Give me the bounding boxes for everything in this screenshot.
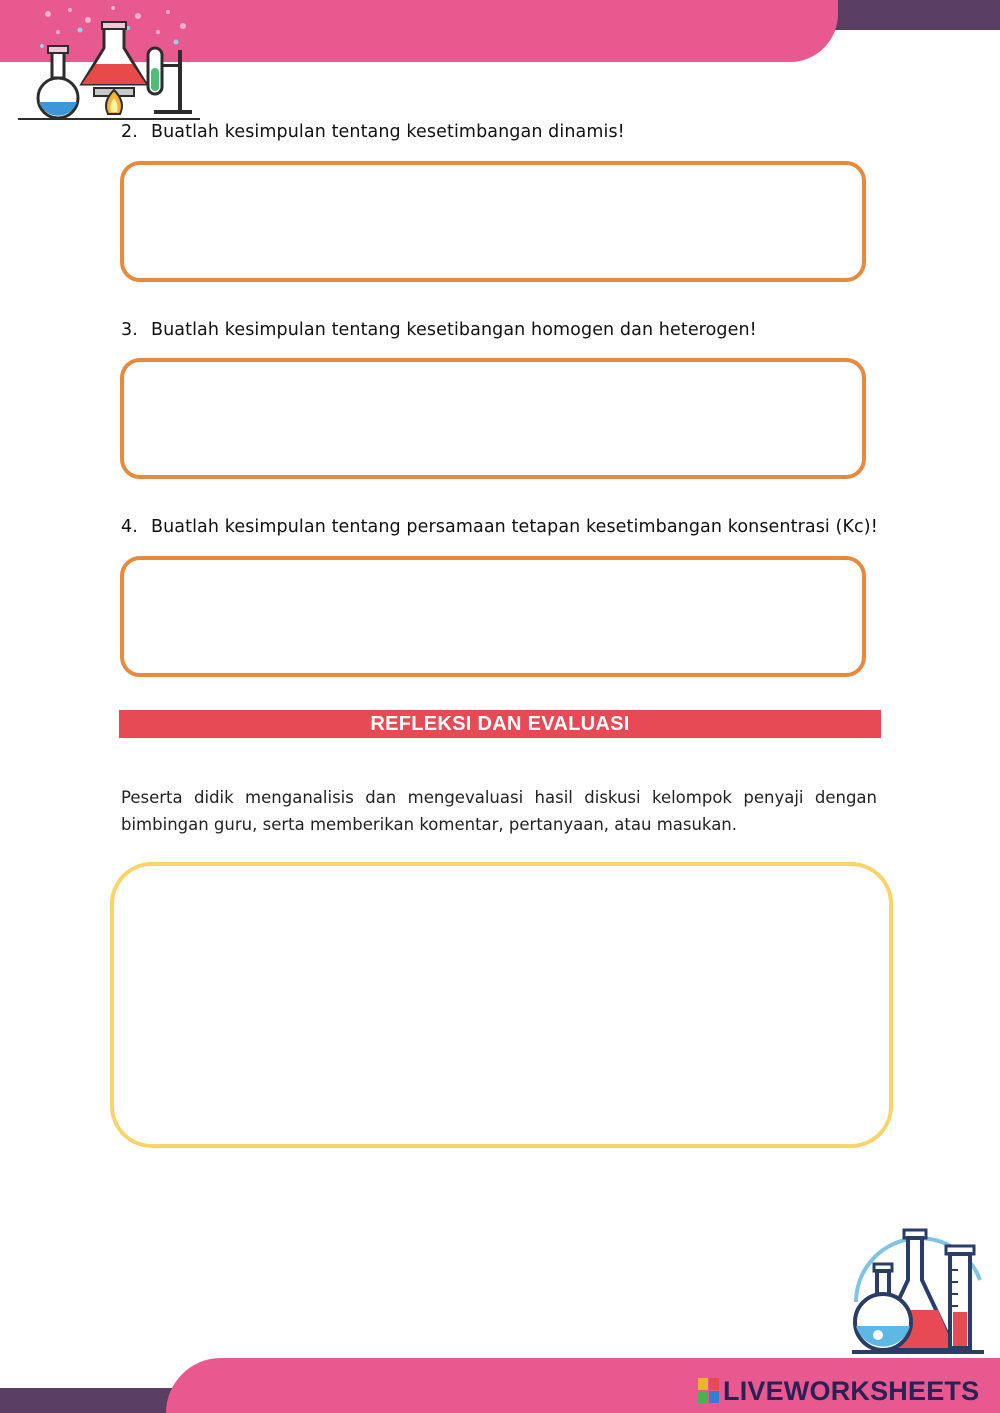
answer-box-3[interactable] [120,358,866,479]
section-description: Peserta didik menganalisis dan mengevaluasi hasil diskusi kelompok penyaji dengan bimbingan guru, serta memberikan komentar, pertanyaan, atau masukan. [121,788,877,834]
question-number: 4. [121,517,138,537]
question-text: Buatlah kesimpulan tentang persamaan tetapan kesetimbangan konsentrasi (Kc)! [151,517,878,537]
answer-box-2[interactable] [120,161,866,282]
liveworksheets-mark-icon [698,1378,720,1404]
section-title: REFLEKSI DAN EVALUASI [370,712,630,735]
liveworksheets-logo[interactable] [698,1374,979,1408]
question-number: 3. [121,320,138,340]
laboratory-glassware-icon [842,1210,994,1362]
question-4 [121,517,878,537]
reflection-answer-box[interactable] [110,862,893,1148]
question-text: Buatlah kesimpulan tentang kesetimbangan dinamis! [151,122,625,142]
answer-box-4[interactable] [120,556,866,677]
question-number: 2. [121,122,138,142]
chemistry-lab-icon [18,2,200,120]
liveworksheets-wordmark: LIVEWORKSHEETS [723,1375,980,1406]
question-3 [121,320,757,340]
question-text: Buatlah kesimpulan tentang kesetibangan homogen dan heterogen! [151,320,757,340]
question-2 [121,122,625,142]
section-banner [119,710,881,738]
